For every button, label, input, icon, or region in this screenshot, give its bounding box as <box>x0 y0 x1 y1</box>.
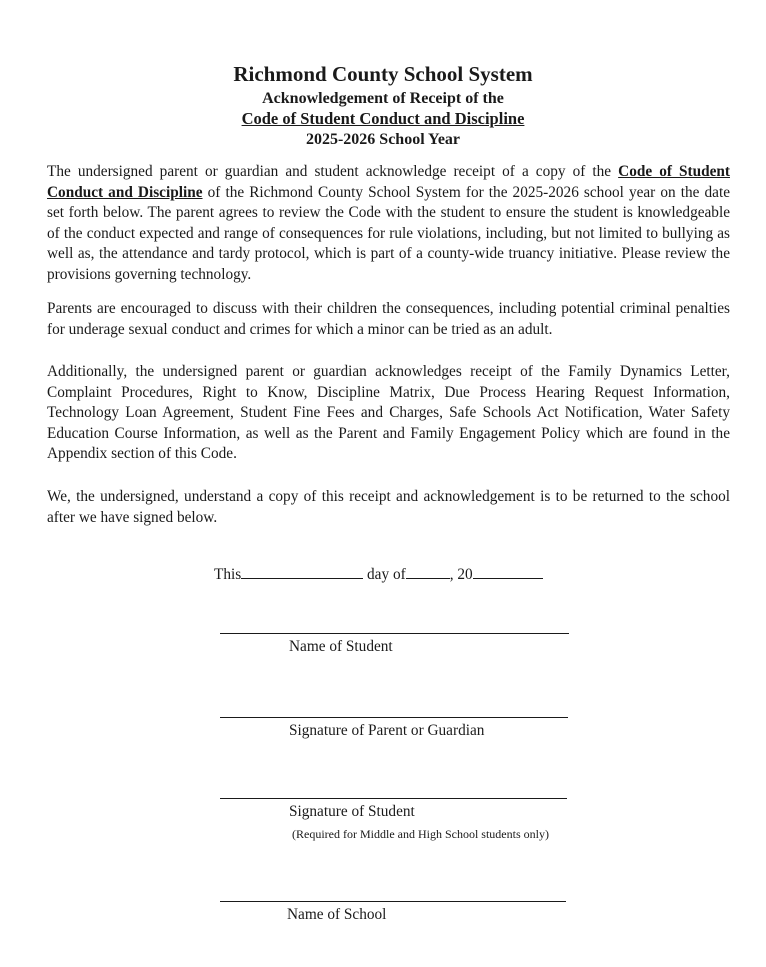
month-field[interactable] <box>406 564 450 579</box>
day-of-label: day of <box>363 566 406 583</box>
student-signature-label: Signature of Student <box>289 803 415 820</box>
student-name-label: Name of Student <box>289 638 393 655</box>
document-subtitle: Acknowledgement of Receipt of the <box>262 90 504 107</box>
school-name-field[interactable] <box>220 901 566 902</box>
school-year: 2025-2026 School Year <box>305 131 461 148</box>
this-label: This <box>214 566 242 583</box>
parent-signature-field[interactable] <box>220 717 568 718</box>
document-title: Richmond County School System <box>233 62 533 86</box>
year-field[interactable] <box>473 564 543 579</box>
student-name-field[interactable] <box>220 633 569 634</box>
student-signature-field[interactable] <box>220 798 567 799</box>
paragraph-acknowledgement <box>47 162 730 286</box>
code-title-text: Code of Student Conduct and Discipline <box>241 109 525 128</box>
parent-signature-label: Signature of Parent or Guardian <box>289 722 485 739</box>
paragraph-appendix: Additionally, the undersigned parent or guardian acknowledges receipt of the Family Dynamics Letter, Complaint Procedures, Right to Know, Discipline Matrix, Due Process Hearing Request Information, Technology Loan Agreement, Student Fine Fees and Charges, Safe Schools Act Notification, Water Safety Education Course Information, as well as the Parent and Family Engagement Policy which are found in the Appendix section of this Code. <box>47 363 730 463</box>
student-signature-note: (Required for Middle and High School students only) <box>292 827 549 841</box>
paragraph-return-instructions: We, the undersigned, understand a copy of this receipt and acknowledgement is to be returned to the school after we have signed below. <box>47 488 730 526</box>
paragraph-consequences: Parents are encouraged to discuss with their children the consequences, including potential criminal penalties for underage sexual conduct and crimes for which a minor can be tried as an adult. <box>47 300 730 338</box>
paragraph-acknowledgement-body: of the Richmond County School System for the 2025-2026 school year on the date set forth below. The parent agrees to review the Code with the student to ensure the student is knowledgeable of the conduct expected and range of consequences for rule violations, including, but not limited to bullying as well as, the attendance and tardy protocol, which is part of a county-wide truancy initiative. Please review the provisions governing technology. <box>47 183 730 283</box>
code-reference: Code of Student Conduct and Discipline <box>47 163 730 201</box>
paragraph-acknowledgement-intro: The undersigned parent or guardian and student acknowledge receipt of a copy of the <box>47 163 619 180</box>
code-title <box>0 109 766 129</box>
school-name-label: Name of School <box>287 906 387 923</box>
year-label: , 20 <box>449 566 473 583</box>
date-line <box>214 564 543 585</box>
day-field[interactable] <box>241 564 363 579</box>
